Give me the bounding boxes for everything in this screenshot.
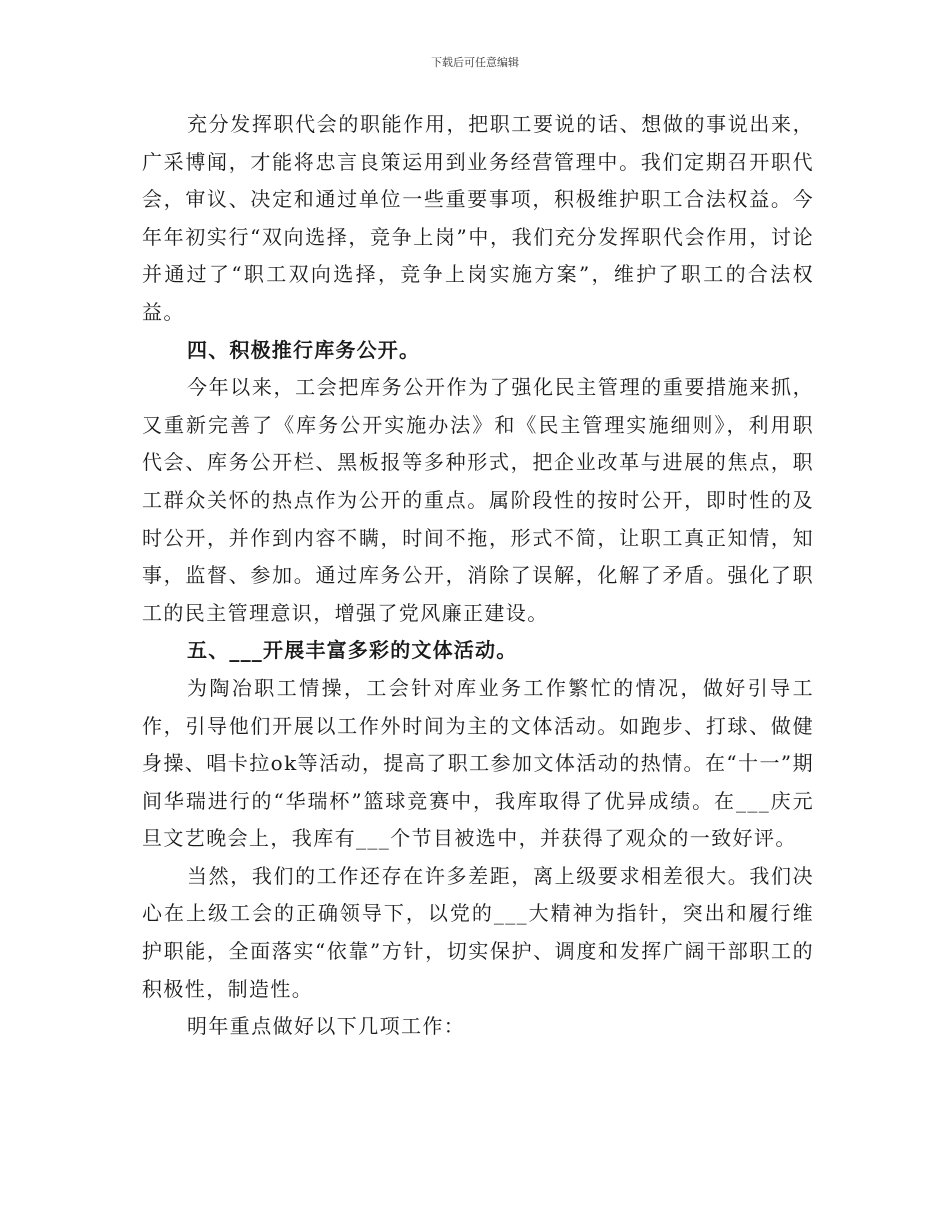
header-note: 下载后可任意编辑 xyxy=(431,56,519,69)
section-heading-4: 四、积极推行库务公开。 xyxy=(187,337,421,362)
paragraph-next-year: 明年重点做好以下几项工作： xyxy=(187,1014,466,1039)
section-heading-5: 五、___开展丰富多彩的文体活动。 xyxy=(187,638,518,663)
paragraph-warehouse-affairs: 今年以来，工会把库务公开作为了强化民主管理的重要措施来抓，又重新完善了《库务公开实施办法》和《民主管理实施细则》，利用职代会、库务公开栏、黑板报等多种形式，把企业改革与进展的焦点，职工群众关怀的热点作为公开的重点。属阶段性的按时公开，即时性的及时公开，并作到内容不瞒，时间不拖，形式不简，让职工真正知情，知事，监督、参加。通过库务公开，消除了误解，化解了矛盾。强化了职工的民主管理意识，增强了党风廉正建设。 xyxy=(142,375,814,625)
paragraph-workers-congress: 充分发挥职代会的职能作用，把职工要说的话、想做的事说出来，广采博闻，才能将忠言良策运用到业务经营管理中。我们定期召开职代会，审议、决定和通过单位一些重要事项，积极维护职工合法权益。今年年初实行“双向选择，竞争上岗”中，我们充分发挥职代会作用，讨论并通过了“职工双向选择，竞争上岗实施方案”，维护了职工的合法权益。 xyxy=(142,112,814,324)
paragraph-shortcomings: 当然，我们的工作还存在许多差距，离上级要求相差很大。我们决心在上级工会的正确领导下，以党的___大精神为指针，突出和履行维护职能，全面落实“依靠”方针，切实保护、调度和发挥广阔干部职工的积极性，制造性。 xyxy=(142,863,814,1001)
document-body xyxy=(142,106,814,1046)
paragraph-cultural-activities: 为陶冶职工情操，工会针对库业务工作繁忙的情况，做好引导工作，引导他们开展以工作外时间为主的文体活动。如跑步、打球、做健身操、唱卡拉ok等活动，提高了职工参加文体活动的热情。在“十一”期间华瑞进行的“华瑞杯”篮球竞赛中，我库取得了优异成绩。在___庆元旦文艺晚会上，我库有___个节目被选中，并获得了观众的一致好评。 xyxy=(142,675,814,851)
